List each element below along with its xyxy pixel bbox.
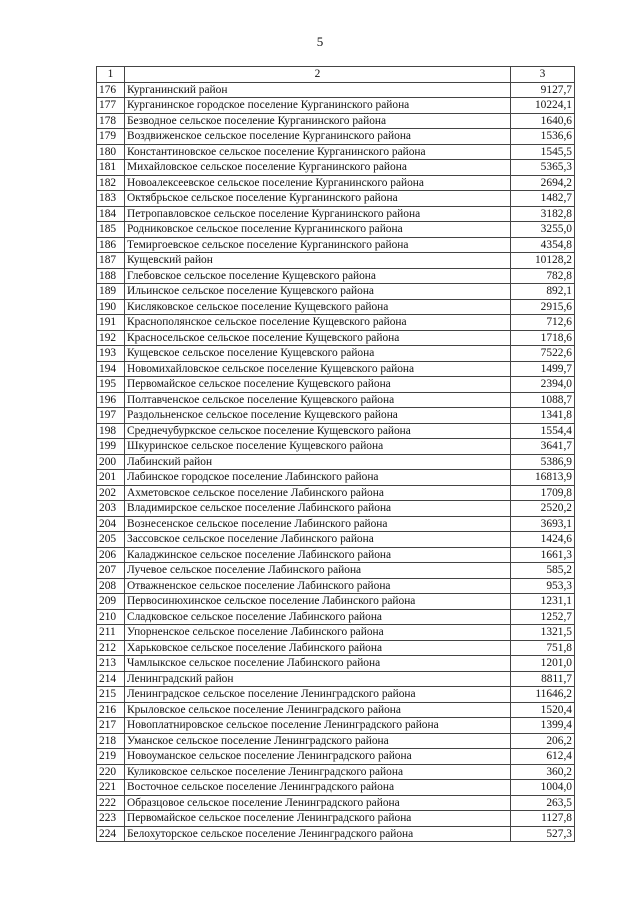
- row-number-cell: 193: [97, 346, 125, 362]
- table-row: [97, 718, 575, 734]
- table-row: [97, 439, 575, 455]
- table-row: [97, 175, 575, 191]
- row-value-cell: 782,8: [511, 268, 575, 284]
- row-number-cell: 200: [97, 454, 125, 470]
- row-number-cell: 214: [97, 671, 125, 687]
- row-name-cell: Лабинский район: [125, 454, 511, 470]
- row-value-cell: 3182,8: [511, 206, 575, 222]
- row-name-cell: Первосинюхинское сельское поселение Лабинского района: [125, 594, 511, 610]
- row-number-cell: 190: [97, 299, 125, 315]
- row-number-cell: 224: [97, 826, 125, 842]
- row-name-cell: Упорненское сельское поселение Лабинского района: [125, 625, 511, 641]
- row-value-cell: 1482,7: [511, 191, 575, 207]
- row-name-cell: Харьковское сельское поселение Лабинского района: [125, 640, 511, 656]
- column-header-value: 3: [511, 67, 575, 83]
- row-name-cell: Ленинградский район: [125, 671, 511, 687]
- row-name-cell: Безводное сельское поселение Курганинского района: [125, 113, 511, 129]
- table-row: [97, 733, 575, 749]
- table-row: [97, 470, 575, 486]
- row-number-cell: 203: [97, 501, 125, 517]
- table-body: [97, 82, 575, 842]
- row-name-cell: Кущевский район: [125, 253, 511, 269]
- table-row: [97, 532, 575, 548]
- row-name-cell: Петропавловское сельское поселение Курганинского района: [125, 206, 511, 222]
- row-value-cell: 1201,0: [511, 656, 575, 672]
- row-value-cell: 3641,7: [511, 439, 575, 455]
- row-number-cell: 212: [97, 640, 125, 656]
- row-number-cell: 188: [97, 268, 125, 284]
- table-row: [97, 346, 575, 362]
- row-value-cell: 527,3: [511, 826, 575, 842]
- row-value-cell: 4354,8: [511, 237, 575, 253]
- row-number-cell: 204: [97, 516, 125, 532]
- page-number: 5: [316, 34, 324, 49]
- table-row: [97, 144, 575, 160]
- row-value-cell: 1341,8: [511, 408, 575, 424]
- table-row: [97, 501, 575, 517]
- row-value-cell: 2394,0: [511, 377, 575, 393]
- row-value-cell: 1718,6: [511, 330, 575, 346]
- row-value-cell: 712,6: [511, 315, 575, 331]
- table-row: [97, 222, 575, 238]
- row-value-cell: 892,1: [511, 284, 575, 300]
- row-value-cell: 360,2: [511, 764, 575, 780]
- row-number-cell: 186: [97, 237, 125, 253]
- row-name-cell: Родниковское сельское поселение Курганинского района: [125, 222, 511, 238]
- row-name-cell: Курганинское городское поселение Курганинского района: [125, 98, 511, 114]
- row-name-cell: Кущевское сельское поселение Кущевского района: [125, 346, 511, 362]
- row-number-cell: 189: [97, 284, 125, 300]
- row-number-cell: 179: [97, 129, 125, 145]
- table-row: [97, 780, 575, 796]
- row-value-cell: 612,4: [511, 749, 575, 765]
- data-table: [96, 66, 575, 842]
- table-row: [97, 113, 575, 129]
- row-value-cell: 1520,4: [511, 702, 575, 718]
- row-number-cell: 209: [97, 594, 125, 610]
- row-name-cell: Октябрьское сельское поселение Курганинского района: [125, 191, 511, 207]
- row-name-cell: Новоплатнировское сельское поселение Ленинградского района: [125, 718, 511, 734]
- row-name-cell: Раздольненское сельское поселение Кущевского района: [125, 408, 511, 424]
- row-number-cell: 196: [97, 392, 125, 408]
- row-number-cell: 208: [97, 578, 125, 594]
- row-value-cell: 206,2: [511, 733, 575, 749]
- row-name-cell: Новомихайловское сельское поселение Кущевского района: [125, 361, 511, 377]
- row-name-cell: Полтавченское сельское поселение Кущевского района: [125, 392, 511, 408]
- row-number-cell: 205: [97, 532, 125, 548]
- row-value-cell: 8811,7: [511, 671, 575, 687]
- row-number-cell: 220: [97, 764, 125, 780]
- table-row: [97, 361, 575, 377]
- table-row: [97, 594, 575, 610]
- row-number-cell: 215: [97, 687, 125, 703]
- row-value-cell: 1321,5: [511, 625, 575, 641]
- column-header-number: 1: [97, 67, 125, 83]
- table-row: [97, 485, 575, 501]
- row-number-cell: 176: [97, 82, 125, 98]
- row-number-cell: 184: [97, 206, 125, 222]
- table-row: [97, 656, 575, 672]
- row-name-cell: Краснополянское сельское поселение Кущевского района: [125, 315, 511, 331]
- row-value-cell: 16813,9: [511, 470, 575, 486]
- table-header-row: [97, 67, 575, 83]
- row-number-cell: 195: [97, 377, 125, 393]
- row-value-cell: 3255,0: [511, 222, 575, 238]
- row-name-cell: Ленинградское сельское поселение Ленинградского района: [125, 687, 511, 703]
- row-value-cell: 1499,7: [511, 361, 575, 377]
- row-name-cell: Глебовское сельское поселение Кущевского района: [125, 268, 511, 284]
- row-number-cell: 221: [97, 780, 125, 796]
- table-row: [97, 826, 575, 842]
- table-row: [97, 237, 575, 253]
- row-number-cell: 213: [97, 656, 125, 672]
- row-value-cell: 1231,1: [511, 594, 575, 610]
- row-number-cell: 182: [97, 175, 125, 191]
- row-number-cell: 206: [97, 547, 125, 563]
- table-row: [97, 609, 575, 625]
- row-value-cell: 1088,7: [511, 392, 575, 408]
- row-number-cell: 223: [97, 811, 125, 827]
- row-name-cell: Михайловское сельское поселение Курганинского района: [125, 160, 511, 176]
- table-row: [97, 563, 575, 579]
- row-name-cell: Курганинский район: [125, 82, 511, 98]
- row-value-cell: 3693,1: [511, 516, 575, 532]
- row-name-cell: Отважненское сельское поселение Лабинского района: [125, 578, 511, 594]
- row-name-cell: Лабинское городское поселение Лабинского района: [125, 470, 511, 486]
- row-value-cell: 1536,6: [511, 129, 575, 145]
- table-row: [97, 284, 575, 300]
- row-value-cell: 1399,4: [511, 718, 575, 734]
- table-row: [97, 268, 575, 284]
- row-number-cell: 211: [97, 625, 125, 641]
- row-number-cell: 177: [97, 98, 125, 114]
- row-value-cell: 9127,7: [511, 82, 575, 98]
- table-row: [97, 640, 575, 656]
- row-name-cell: Новоалексеевское сельское поселение Курганинского района: [125, 175, 511, 191]
- row-value-cell: 7522,6: [511, 346, 575, 362]
- row-value-cell: 1640,6: [511, 113, 575, 129]
- row-value-cell: 263,5: [511, 795, 575, 811]
- row-name-cell: Белохуторское сельское поселение Ленинградского района: [125, 826, 511, 842]
- row-number-cell: 185: [97, 222, 125, 238]
- table-row: [97, 315, 575, 331]
- row-number-cell: 178: [97, 113, 125, 129]
- row-number-cell: 199: [97, 439, 125, 455]
- row-name-cell: Чамлыкское сельское поселение Лабинского района: [125, 656, 511, 672]
- row-number-cell: 183: [97, 191, 125, 207]
- row-value-cell: 5365,3: [511, 160, 575, 176]
- row-name-cell: Куликовское сельское поселение Ленинградского района: [125, 764, 511, 780]
- row-value-cell: 10128,2: [511, 253, 575, 269]
- table-row: [97, 625, 575, 641]
- row-number-cell: 217: [97, 718, 125, 734]
- table-row: [97, 671, 575, 687]
- row-number-cell: 201: [97, 470, 125, 486]
- row-number-cell: 207: [97, 563, 125, 579]
- row-value-cell: 1661,3: [511, 547, 575, 563]
- row-number-cell: 202: [97, 485, 125, 501]
- row-name-cell: Ильинское сельское поселение Кущевского района: [125, 284, 511, 300]
- row-name-cell: Первомайское сельское поселение Кущевского района: [125, 377, 511, 393]
- row-value-cell: 2694,2: [511, 175, 575, 191]
- row-name-cell: Первомайское сельское поселение Ленинградского района: [125, 811, 511, 827]
- table-row: [97, 160, 575, 176]
- row-name-cell: Красносельское сельское поселение Кущевского района: [125, 330, 511, 346]
- row-value-cell: 1004,0: [511, 780, 575, 796]
- row-name-cell: Зассовское сельское поселение Лабинского района: [125, 532, 511, 548]
- row-number-cell: 198: [97, 423, 125, 439]
- row-value-cell: 2915,6: [511, 299, 575, 315]
- row-number-cell: 181: [97, 160, 125, 176]
- row-value-cell: 10224,1: [511, 98, 575, 114]
- row-value-cell: 585,2: [511, 563, 575, 579]
- table-row: [97, 454, 575, 470]
- row-name-cell: Константиновское сельское поселение Курганинского района: [125, 144, 511, 160]
- table-row: [97, 330, 575, 346]
- row-value-cell: 1252,7: [511, 609, 575, 625]
- table-row: [97, 82, 575, 98]
- row-number-cell: 219: [97, 749, 125, 765]
- table-row: [97, 749, 575, 765]
- row-name-cell: Ахметовское сельское поселение Лабинского района: [125, 485, 511, 501]
- row-value-cell: 1127,8: [511, 811, 575, 827]
- row-number-cell: 210: [97, 609, 125, 625]
- row-value-cell: 2520,2: [511, 501, 575, 517]
- row-name-cell: Кисляковское сельское поселение Кущевского района: [125, 299, 511, 315]
- row-number-cell: 191: [97, 315, 125, 331]
- table-row: [97, 811, 575, 827]
- table-row: [97, 377, 575, 393]
- table-row: [97, 253, 575, 269]
- table-row: [97, 408, 575, 424]
- row-number-cell: 192: [97, 330, 125, 346]
- row-name-cell: Владимирское сельское поселение Лабинского района: [125, 501, 511, 517]
- row-name-cell: Темиргоевское сельское поселение Курганинского района: [125, 237, 511, 253]
- row-value-cell: 751,8: [511, 640, 575, 656]
- table-row: [97, 764, 575, 780]
- row-number-cell: 222: [97, 795, 125, 811]
- table-row: [97, 299, 575, 315]
- row-value-cell: 1545,5: [511, 144, 575, 160]
- row-number-cell: 218: [97, 733, 125, 749]
- row-name-cell: Каладжинское сельское поселение Лабинского района: [125, 547, 511, 563]
- row-value-cell: 953,3: [511, 578, 575, 594]
- row-name-cell: Шкуринское сельское поселение Кущевского района: [125, 439, 511, 455]
- table-row: [97, 578, 575, 594]
- row-name-cell: Лучевое сельское поселение Лабинского района: [125, 563, 511, 579]
- column-header-name: 2: [125, 67, 511, 83]
- table-row: [97, 392, 575, 408]
- row-value-cell: 1709,8: [511, 485, 575, 501]
- row-value-cell: 11646,2: [511, 687, 575, 703]
- row-value-cell: 5386,9: [511, 454, 575, 470]
- row-name-cell: Новоуманское сельское поселение Ленинградского района: [125, 749, 511, 765]
- table-row: [97, 129, 575, 145]
- table-row: [97, 516, 575, 532]
- table-row: [97, 795, 575, 811]
- row-name-cell: Воздвиженское сельское поселение Курганинского района: [125, 129, 511, 145]
- table-row: [97, 206, 575, 222]
- row-name-cell: Сладковское сельское поселение Лабинского района: [125, 609, 511, 625]
- row-number-cell: 197: [97, 408, 125, 424]
- table-row: [97, 191, 575, 207]
- table-row: [97, 547, 575, 563]
- row-value-cell: 1424,6: [511, 532, 575, 548]
- row-name-cell: Среднечубуркское сельское поселение Кущевского района: [125, 423, 511, 439]
- table-row: [97, 702, 575, 718]
- row-number-cell: 194: [97, 361, 125, 377]
- row-number-cell: 216: [97, 702, 125, 718]
- row-name-cell: Вознесенское сельское поселение Лабинского района: [125, 516, 511, 532]
- table-row: [97, 687, 575, 703]
- row-name-cell: Образцовое сельское поселение Ленинградского района: [125, 795, 511, 811]
- row-name-cell: Восточное сельское поселение Ленинградского района: [125, 780, 511, 796]
- table-row: [97, 423, 575, 439]
- row-value-cell: 1554,4: [511, 423, 575, 439]
- row-number-cell: 180: [97, 144, 125, 160]
- row-name-cell: Крыловское сельское поселение Ленинградского района: [125, 702, 511, 718]
- table-row: [97, 98, 575, 114]
- row-name-cell: Уманское сельское поселение Ленинградского района: [125, 733, 511, 749]
- row-number-cell: 187: [97, 253, 125, 269]
